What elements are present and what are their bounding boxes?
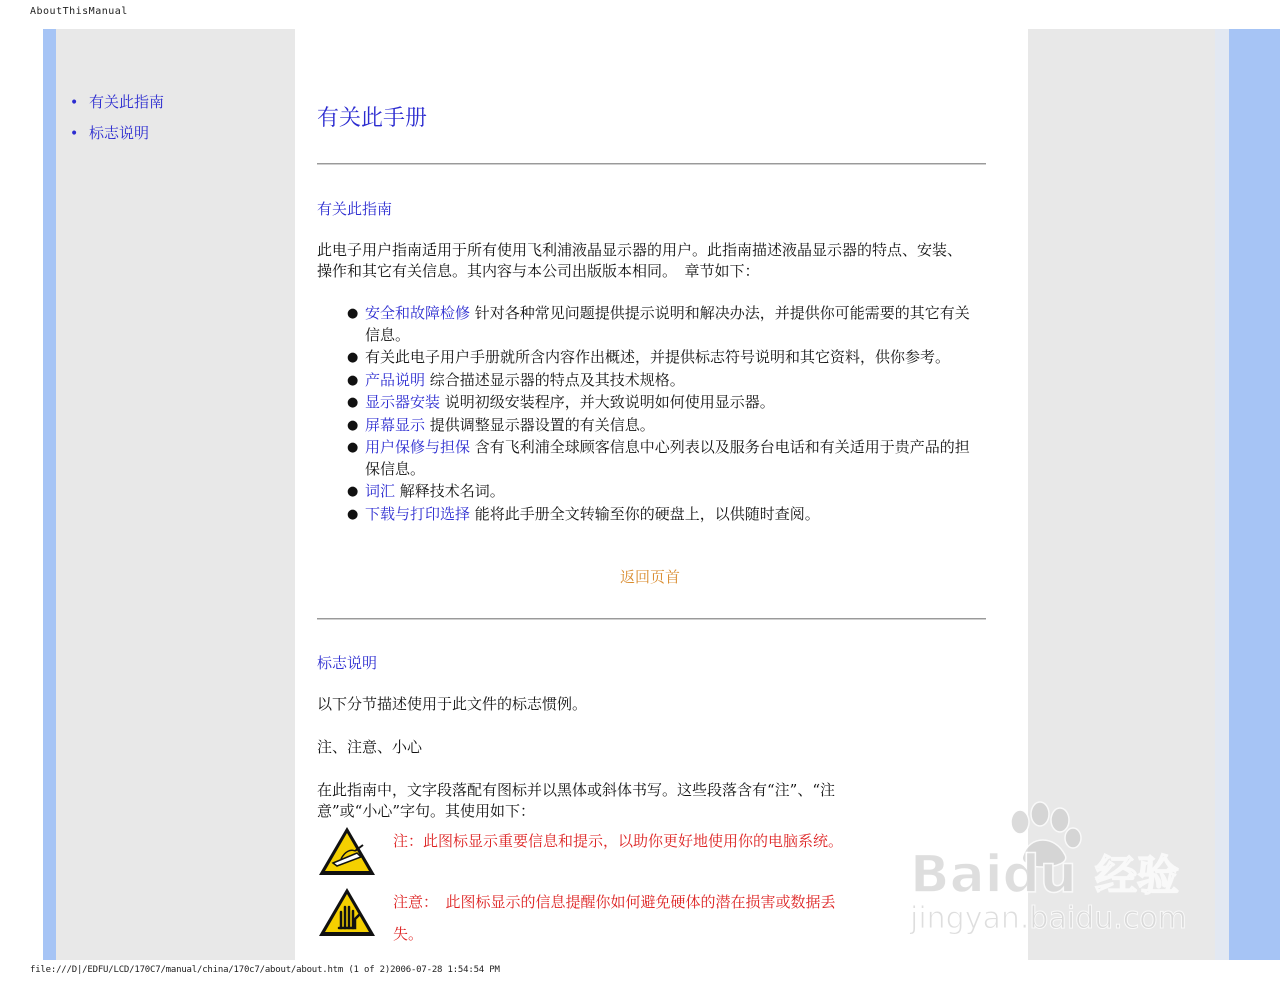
bullet-icon: ● [347,350,359,365]
baidu-watermark-logo [905,800,1205,940]
chapter-link-safety[interactable]: 安全和故障检修 [365,304,471,322]
chapter-list [347,303,977,526]
sidebar [56,29,295,960]
bullet-icon: ● [347,484,359,499]
bullet-icon: ● [347,372,359,388]
symbols-intro: 以下分节描述使用于此文件的标志惯例。 [317,695,588,713]
sidebar-list [70,87,164,149]
bullet-icon: • [70,126,79,142]
browser-print-header: AboutThisManual [30,6,128,17]
back-to-top-link[interactable]: 返回页首 [620,568,681,586]
browser-print-footer: file:///D|/EDFU/LCD/170C7/manual/china/170c7/about/about.htm (1 of 2)2006-07-28 1:54:54 PM [30,965,500,975]
divider [317,618,986,620]
bullet-icon: ● [347,395,359,410]
chapter-link-glossary[interactable]: 词汇 [365,482,396,500]
bullet-icon: • [70,95,79,111]
sidebar-item-label[interactable]: 标志说明 [89,124,150,142]
list-item: ● 有关此电子用户手册就所含内容作出概述，并提供标志符号说明和其它资料，供你参考。 [347,347,977,369]
watermark-brand: Baidu [910,845,1077,905]
divider [317,163,986,165]
right-light-strip [1215,29,1229,960]
bullet-icon: ● [347,417,359,433]
symbols-subheading: 注、注意、小心 [317,738,423,756]
note-hand-writing-icon [317,825,377,877]
section-heading-about-guide: 有关此指南 [317,200,393,218]
caution-hand-icon [317,886,377,938]
list-item: ● 用户保修与担保 含有飞利浦全球顾客信息中心列表以及服务台电话和有关适用于贵产品的担保信息。 [347,438,970,478]
chapter-link-osd[interactable]: 屏幕显示 [365,415,426,434]
sidebar-item-about-guide[interactable] [70,87,164,118]
note-row [317,825,997,885]
list-item: ● 安全和故障检修 针对各种常见问题提供提示说明和解决办法，并提供你可能需要的其它有关信息。 [347,304,970,344]
list-item: ● 屏幕显示 提供调整显示器设置的有关信息。 [347,415,977,437]
bullet-icon: ● [347,440,359,455]
about-guide-intro: 此电子用户指南适用于所有使用飞利浦液晶显示器的用户。此指南描述液晶显示器的特点、安装、操作和其它有关信息。其内容与本公司出版版本相同。 章节如下： [317,241,963,280]
chapter-link-install[interactable]: 显示器安装 [365,393,441,411]
list-item: ● 词汇 解释技术名词。 [347,481,977,503]
page-title: 有关此手册 [317,106,428,131]
watermark-cn: 经验 [1095,851,1180,900]
watermark-url: jingyan.baidu.com [910,901,1187,936]
note-text: 注：此图标显示重要信息和提示，以助你更好地使用你的电脑系统。 [393,832,844,850]
left-blue-strip [43,29,56,960]
chapter-link-product[interactable]: 产品说明 [365,370,426,389]
bullet-icon: ● [347,506,359,522]
caution-text: 注意： 此图标显示的信息提醒你如何避免硬体的潜在损害或数据丢失。 [393,893,836,943]
list-item: ● 下载与打印选择 能将此手册全文转输至你的硬盘上，以供随时查阅。 [347,504,977,526]
list-item: ● 显示器安装 说明初级安装程序，并大致说明如何使用显示器。 [347,392,977,414]
right-blue-strip [1229,29,1280,960]
chapter-link-download[interactable]: 下载与打印选择 [365,504,471,523]
symbols-paragraph: 在此指南中，文字段落配有图标并以黑体或斜体书写。这些段落含有“注”、“注意”或“小心”字句。其使用如下： [317,781,836,820]
chapter-link-warranty[interactable]: 用户保修与担保 [365,438,471,456]
section-heading-symbols: 标志说明 [317,654,378,672]
bullet-icon: ● [347,306,359,321]
sidebar-item-symbols[interactable] [70,118,164,149]
sidebar-item-label[interactable]: 有关此指南 [89,93,165,111]
caution-row [317,886,997,946]
list-item: ● 产品说明 综合描述显示器的特点及其技术规格。 [347,370,977,392]
